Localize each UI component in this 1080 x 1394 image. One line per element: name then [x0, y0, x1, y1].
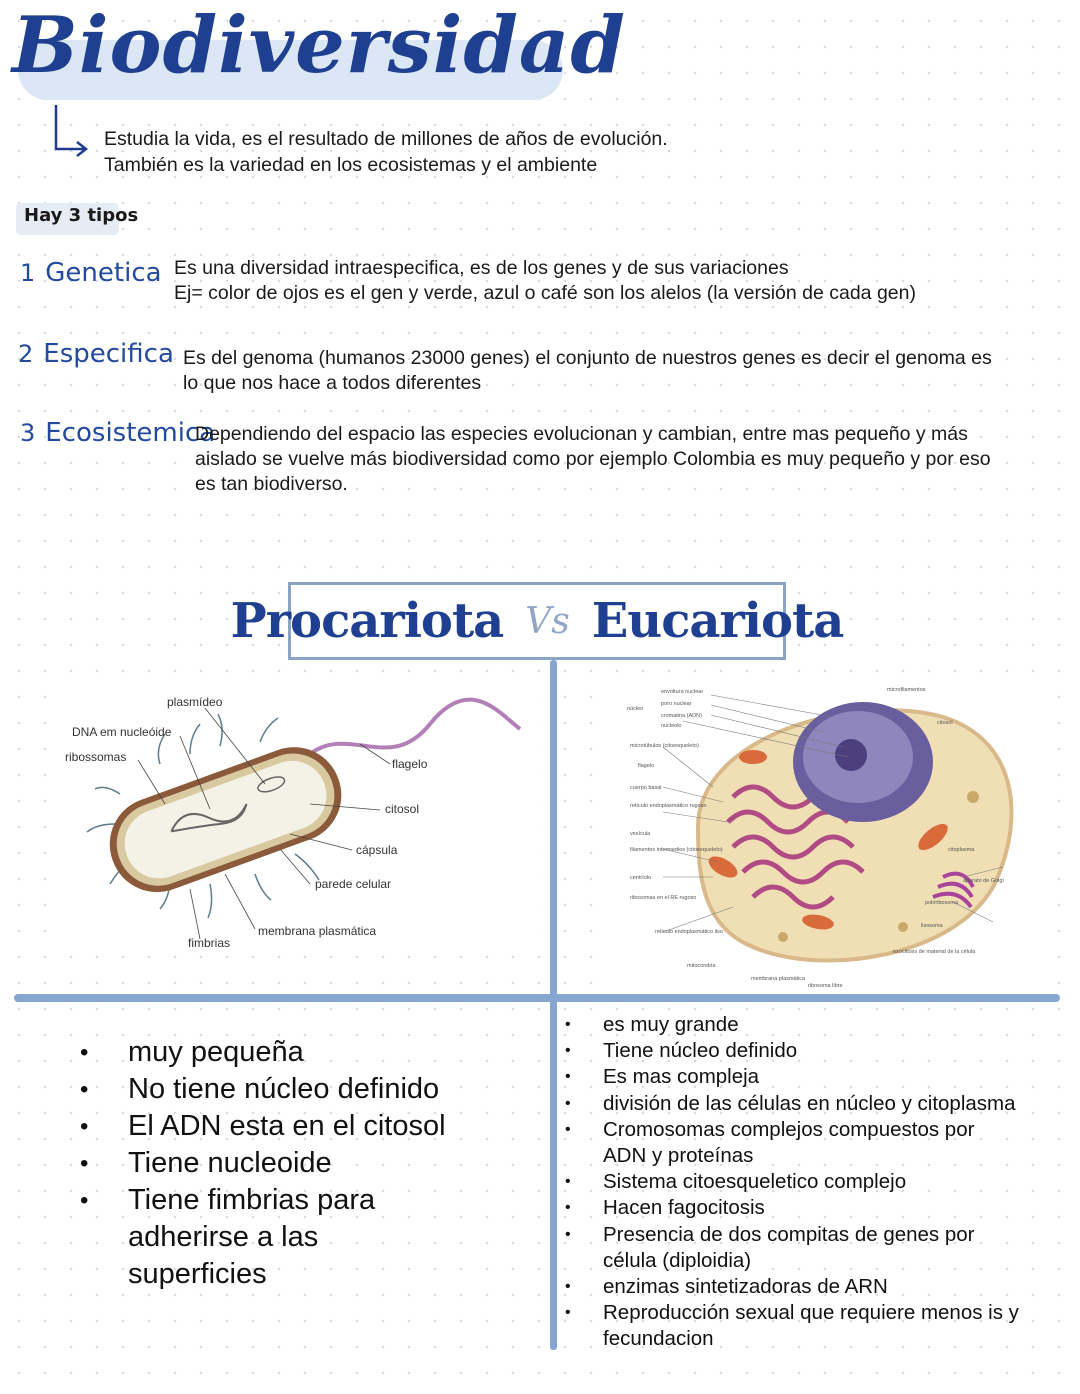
list-item: • Tiene núcleo definido — [565, 1038, 1065, 1064]
type-1-number: 1 — [20, 259, 36, 287]
list-item: • división de las células en núcleo y citoplasma — [565, 1091, 1065, 1117]
label-cell-wall: parede celular — [315, 877, 392, 891]
comparison-vs: Vs — [525, 600, 570, 642]
type-2-line-2: lo que nos hace a todos diferentes — [183, 372, 482, 394]
label-envelope: envoltura nuclear — [661, 689, 704, 695]
type-2-text — [183, 346, 992, 396]
label-nucleus: núcleo — [627, 706, 644, 712]
type-1-label — [20, 258, 162, 288]
label-ribosomes: ribossomas — [65, 750, 127, 764]
label-chromatin: cromatina (ADN) — [661, 713, 702, 719]
label-cytoplasm: citoplasma — [948, 847, 975, 853]
label-smooth-er: retículo endoplasmático liso — [655, 929, 723, 935]
label-free-ribosome: ribosoma libre — [808, 983, 843, 989]
type-2-line-1: Es del genoma (humanos 23000 genes) el conjunto de nuestros genes es decir el genoma es — [183, 347, 992, 369]
comparison-heading — [230, 582, 844, 660]
types-heading: Hay 3 tipos — [24, 205, 139, 226]
label-plasmid: plasmídeo — [167, 695, 223, 709]
page-title: Biodiversidad — [12, 0, 626, 91]
type-3-name: Ecosistemica — [45, 418, 216, 448]
label-flagellum-euk: flagelo — [638, 763, 655, 769]
type-2-number: 2 — [18, 340, 34, 368]
intro-line-1: Estudia la vida, es el resultado de millones de años de evolución. — [104, 128, 668, 150]
label-pore: poro nuclear — [661, 701, 692, 707]
type-3-line-1: Dependiendo del espacio las especies evolucionan y cambian, entre mas pequeño y más — [195, 423, 968, 445]
list-item: • Sistema citoesqueletico complejo — [565, 1169, 1065, 1195]
type-3-number: 3 — [20, 419, 36, 447]
prokaryote-diagram — [60, 684, 540, 954]
type-3-text — [195, 422, 991, 497]
list-item: • El ADN esta en el citosol — [80, 1108, 520, 1145]
list-item: • Tiene fimbrias para adherirse a las superficies — [80, 1182, 428, 1293]
label-er-ribosomes: ribosomas en el RE rugoso — [630, 895, 697, 901]
page-title-block — [12, 0, 626, 91]
label-microtubules: microtúbulos (citoesqueleto) — [630, 743, 699, 749]
label-nucleolus: nucleolo — [661, 723, 682, 729]
label-dna: DNA em nucleóide — [72, 725, 172, 739]
label-cytosol-euk: citosol — [937, 720, 953, 726]
comparison-left: Procariota — [230, 593, 504, 649]
label-centriole: centríolo — [630, 875, 652, 881]
list-item: • Tiene nucleoide — [80, 1145, 520, 1182]
type-3-label — [20, 418, 215, 448]
type-1-line-2: Ej= color de ojos es el gen y verde, azul o café son los alelos (la versión de cada gen) — [174, 282, 916, 304]
list-item: • Es mas compleja — [565, 1064, 1065, 1090]
list-item: • enzimas sintetizadoras de ARN — [565, 1274, 1065, 1300]
label-exocytosis: exocitosis de material de la célula — [893, 949, 976, 955]
type-1-text — [174, 256, 916, 306]
eukaryote-list — [565, 1012, 1065, 1353]
list-item: • Presencia de dos compitas de genes por célula (diploidia) — [565, 1222, 1013, 1274]
label-membrane-euk: membrana plasmática — [751, 976, 806, 982]
label-basal-body: cuerpo basal — [630, 785, 662, 791]
label-flagellum: flagelo — [392, 757, 428, 771]
label-lysosome: lisosoma — [921, 923, 943, 929]
label-fimbriae: fimbrias — [188, 936, 231, 950]
label-golgi: aparato de Golgi — [963, 878, 1004, 884]
type-1-name: Genetica — [45, 258, 162, 288]
prokaryote-list — [80, 1034, 520, 1293]
type-3-line-3: es tan biodiverso. — [195, 473, 348, 495]
intro-text — [104, 126, 668, 178]
list-item: • es muy grande — [565, 1012, 1065, 1038]
comparison-right: Eucariota — [591, 593, 844, 649]
arrow-icon — [44, 103, 94, 163]
label-cytosol: citosol — [385, 802, 420, 816]
vertical-divider — [550, 660, 557, 1350]
label-vesicle: vesícula — [630, 831, 651, 837]
label-mitochondria: mitocondria — [687, 963, 716, 969]
list-item: • muy pequeña — [80, 1034, 520, 1071]
type-2-label — [18, 339, 174, 369]
label-rough-er: retículo endoplasmático rugoso — [630, 803, 707, 809]
eukaryote-diagram — [603, 677, 1048, 992]
horizontal-divider — [14, 994, 1060, 1002]
type-1-line-1: Es una diversidad intraespecifica, es de los genes y de sus variaciones — [174, 257, 789, 279]
list-item: • Cromosomas complejos compuestos por ADN y proteínas — [565, 1117, 1013, 1169]
list-item: • Reproducción sexual que requiere menos is y fecundacion — [565, 1300, 1043, 1352]
label-polyribosome: polirribosoma — [925, 900, 959, 906]
list-item: • No tiene núcleo definido — [80, 1071, 520, 1108]
label-microfilaments: microfilamentos — [887, 687, 926, 693]
label-intermediate-filaments: filamentos intermedios (citoesqueleto) — [630, 847, 723, 853]
intro-line-2: También es la variedad en los ecosistemas y el ambiente — [104, 154, 598, 176]
list-item: • Hacen fagocitosis — [565, 1195, 1065, 1221]
label-capsule: cápsula — [356, 843, 398, 857]
label-membrane: membrana plasmática — [258, 924, 377, 938]
type-3-line-2: aislado se vuelve más biodiversidad como por ejemplo Colombia es muy pequeño y por eso — [195, 448, 991, 470]
type-2-name: Especifica — [43, 339, 174, 369]
